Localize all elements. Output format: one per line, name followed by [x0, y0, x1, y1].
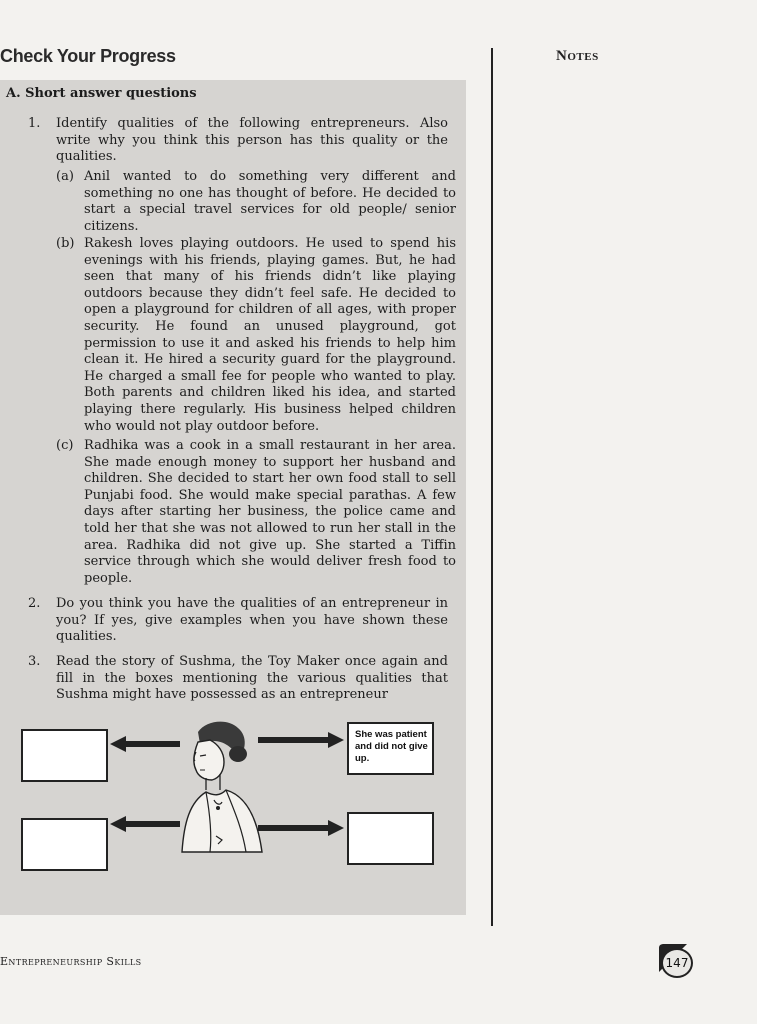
sub-question-label: (a) [56, 169, 74, 184]
question-number: 3. [28, 654, 41, 669]
filled-box-text: She was patient and did not give up. [355, 729, 428, 764]
arrow-left-icon [110, 814, 180, 834]
quality-answer-box[interactable] [21, 729, 108, 782]
woman-portrait-illustration [176, 718, 268, 854]
sub-question-label: (c) [56, 438, 74, 453]
sub-question-b-text: Rakesh loves playing outdoors. He used to spend his evenings with his friends, playing games. But, he had seen that many of his friends didn’t like playing outdoors because they didn’t feel safe. He decided to open a playground for children of all ages, with proper security. He found an unused playground, got permission to use it and asked his friends to help him clean it. He hired a security guard for the playground. He charged a small fee for people who wanted to play. Both parents and children liked his idea, and started playing there regularly. His business helped children who would not play outdoor before. [84, 236, 456, 434]
question-1-text: Identify qualities of the following entrepreneurs. Also write why you think this person has this quality or the qualities. [56, 116, 448, 165]
page-number: 147 [661, 948, 693, 978]
sub-question-label: (b) [56, 236, 75, 251]
page-title: Check Your Progress [0, 46, 176, 66]
sub-question-a-text: Anil wanted to do something very different and something no one has thought of before. He decided to start a special travel services for old people/ senior citizens. [84, 169, 456, 234]
question-number: 1. [28, 116, 41, 131]
page-number-badge [657, 942, 697, 982]
column-divider [491, 48, 493, 926]
section-heading: A. Short answer questions [6, 86, 197, 101]
question-3-text: Read the story of Sushma, the Toy Maker once again and fill in the boxes mentioning the various qualities that Sushma might have possessed as an entrepreneur [56, 654, 448, 703]
sub-question-c-text: Radhika was a cook in a small restaurant in her area. She made enough money to support her husband and children. She decided to start her own food stall to sell Punjabi food. She would make special parathas. A few days after starting her business, the police came and told her that she was not allowed to run her stall in the area. Radhika did not give up. She started a Tiffin service through which she would deliver fresh food to people. [84, 438, 456, 586]
question-2-text: Do you think you have the qualities of an entrepreneur in you? If yes, give examples when you have shown these qualities. [56, 596, 448, 645]
quality-filled-box [347, 722, 434, 775]
question-number: 2. [28, 596, 41, 611]
footer-book-title: Entrepreneurship Skills [0, 955, 142, 968]
arrow-right-icon [258, 818, 344, 838]
arrow-right-icon [258, 730, 344, 750]
quality-answer-box[interactable] [347, 812, 434, 865]
notes-label: Notes [556, 48, 599, 64]
quality-answer-box[interactable] [21, 818, 108, 871]
arrow-left-icon [110, 734, 180, 754]
